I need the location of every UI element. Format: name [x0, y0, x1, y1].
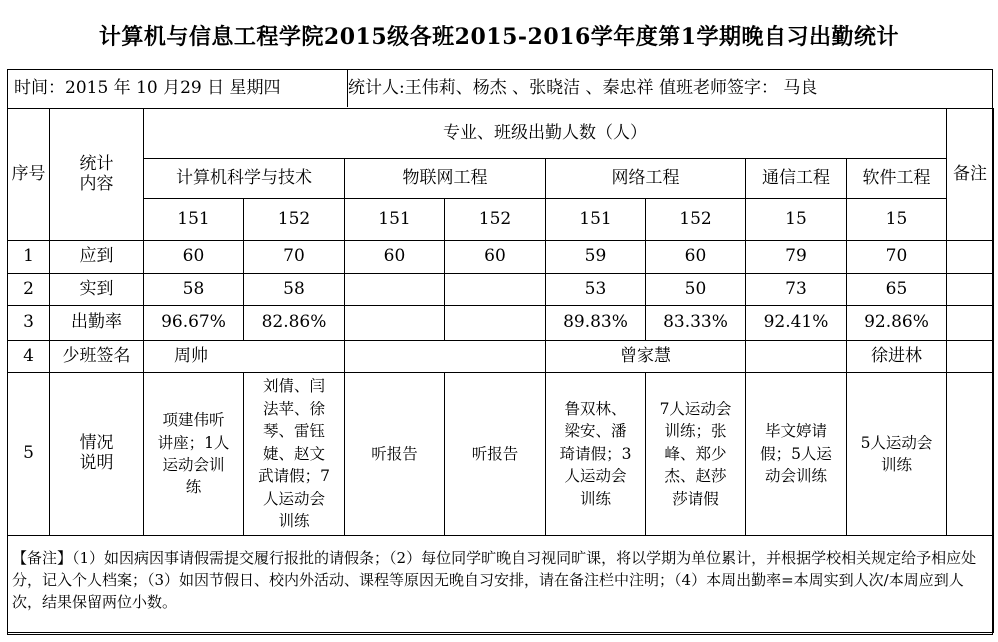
- row-no: 2: [8, 274, 50, 306]
- signature-cs: 周帅: [144, 341, 345, 373]
- signature-software: 徐进林: [847, 341, 947, 373]
- major-software: 软件工程: [847, 159, 947, 199]
- data-cell: 73: [746, 274, 847, 306]
- data-cell: 65: [847, 274, 947, 306]
- remark-cell: [947, 373, 994, 536]
- situation-cell: 听报告: [345, 373, 445, 536]
- row-label: 少班签名: [50, 341, 144, 373]
- remark-cell: [947, 341, 994, 373]
- data-cell: [445, 274, 546, 306]
- meta-row: [7, 69, 993, 109]
- header-group: 专业、班级出勤人数（人）: [144, 109, 947, 159]
- class-cell: 152: [646, 199, 746, 241]
- signature-comm: [746, 341, 847, 373]
- data-cell: [445, 306, 546, 341]
- signature-iot: [345, 341, 546, 373]
- row-label: 实到: [50, 274, 144, 306]
- data-cell: 70: [244, 241, 345, 274]
- major-comm: 通信工程: [746, 159, 847, 199]
- situation-cell: 7人运动会 训练；张 峰、郑少 杰、赵莎 莎请假: [646, 373, 746, 536]
- major-cs: 计算机科学与技术: [144, 159, 345, 199]
- data-cell: [345, 306, 445, 341]
- table-row: [8, 241, 994, 274]
- data-cell: 53: [546, 274, 646, 306]
- data-cell: 60: [144, 241, 244, 274]
- class-cell: 15: [847, 199, 947, 241]
- situation-cell: 鲁双林、 梁安、潘 琦请假；3 人运动会 训练: [546, 373, 646, 536]
- data-cell: [345, 274, 445, 306]
- data-cell: 79: [746, 241, 847, 274]
- table-row: [8, 274, 994, 306]
- row-no: 5: [8, 373, 50, 536]
- data-cell: 89.83%: [546, 306, 646, 341]
- data-cell: 59: [546, 241, 646, 274]
- data-cell: 92.41%: [746, 306, 847, 341]
- remark-cell: [947, 306, 994, 341]
- row-label: 应到: [50, 241, 144, 274]
- major-network: 网络工程: [546, 159, 746, 199]
- remark-cell: [947, 274, 994, 306]
- header-seq: 序号: [8, 109, 50, 241]
- table-row: [8, 373, 994, 536]
- class-cell: 151: [546, 199, 646, 241]
- row-no: 1: [8, 241, 50, 274]
- situation-cell: 5人运动会 训练: [847, 373, 947, 536]
- data-cell: 82.86%: [244, 306, 345, 341]
- data-cell: 58: [244, 274, 345, 306]
- class-cell: 151: [345, 199, 445, 241]
- table-row: [8, 341, 994, 373]
- attendance-table: [7, 108, 994, 633]
- signature-network: 曾家慧: [546, 341, 746, 373]
- data-cell: 58: [144, 274, 244, 306]
- data-cell: 92.86%: [847, 306, 947, 341]
- date-field: 时间：2015 年 10 月29 日 星期四: [8, 70, 348, 107]
- major-iot: 物联网工程: [345, 159, 546, 199]
- class-cell: 151: [144, 199, 244, 241]
- row-label: 出勤率: [50, 306, 144, 341]
- situation-cell: 刘倩、闫 法苹、徐 琴、雷钰 婕、赵文 武请假；7 人运动会 训练: [244, 373, 345, 536]
- situation-cell: 项建伟听 讲座；1人 运动会训 练: [144, 373, 244, 536]
- page-title: 计算机与信息工程学院2015级各班2015-2016学年度第1学期晚自习出勤统计: [98, 24, 900, 50]
- data-cell: 60: [345, 241, 445, 274]
- data-cell: 60: [646, 241, 746, 274]
- row-no: 4: [8, 341, 50, 373]
- situation-cell: 听报告: [445, 373, 546, 536]
- header-content: 统计 内容: [50, 109, 144, 241]
- data-cell: 70: [847, 241, 947, 274]
- footer-note: 【备注】（1）如因病因事请假需提交履行报批的请假条；（2）每位同学旷晚自习视同旷课，将以学期为单位累计，并根据学校相关规定给予相应处分，记入个人档案；（3）如因节假日、校内外活动、课程等原因无晚自习安排，请在备注栏中注明；（4）本周出勤率=本周实到人次/本周应到人次，结果保留两位小数。: [8, 536, 994, 633]
- class-cell: 152: [445, 199, 546, 241]
- data-cell: 96.67%: [144, 306, 244, 341]
- situation-cell: 毕文婷请 假；5人运 动会训练: [746, 373, 847, 536]
- stats-people-field: 统计人:王伟莉、杨杰 、张晓洁 、秦忠祥 值班老师签字： 马良: [348, 78, 818, 98]
- data-cell: 50: [646, 274, 746, 306]
- class-cell: 152: [244, 199, 345, 241]
- data-cell: 83.33%: [646, 306, 746, 341]
- table-row: [8, 306, 994, 341]
- data-cell: 60: [445, 241, 546, 274]
- row-label: 情况 说明: [50, 373, 144, 536]
- remark-cell: [947, 241, 994, 274]
- class-cell: 15: [746, 199, 847, 241]
- header-remark: 备注: [947, 109, 994, 241]
- row-no: 3: [8, 306, 50, 341]
